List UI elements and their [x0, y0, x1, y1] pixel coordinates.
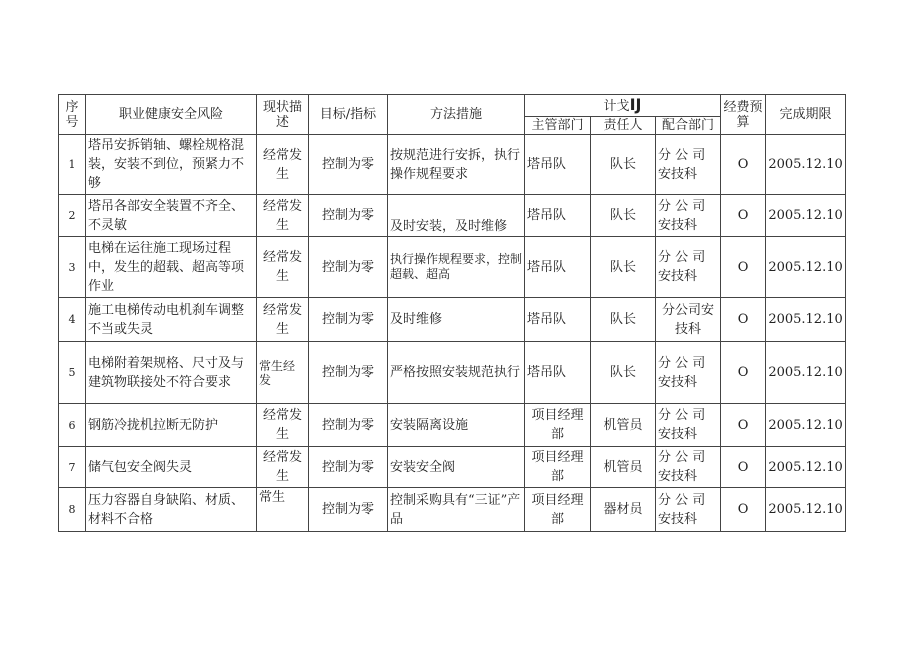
row-method: 按规范进行安拆，执行操作规程要求	[388, 135, 525, 195]
row-risk: 钢筋冷拢机拉断无防护	[86, 404, 257, 447]
row-status: 经常发生	[257, 447, 309, 488]
header-dept-coop: 配合部门	[656, 117, 721, 135]
row-target: 控制为零	[309, 298, 388, 342]
row-dept: 项目经理部	[525, 447, 591, 488]
header-budget: 经费预算	[721, 95, 766, 135]
row-person: 机管员	[591, 404, 656, 447]
row-no: 6	[59, 404, 86, 447]
table-row	[59, 404, 846, 447]
header-risk: 职业健康安全风险	[86, 95, 257, 135]
row-risk: 电梯附着架规格、尺寸及与建筑物联接处不符合要求	[86, 342, 257, 404]
header-status: 现状描述	[257, 95, 309, 135]
row-coop: 分 公 司安技科	[656, 342, 721, 404]
header-plan-prefix: 计戈	[603, 99, 630, 114]
row-dept: 塔吊队	[525, 195, 591, 237]
row-method: 严格按照安装规范执行	[388, 342, 525, 404]
row-method: 安装隔离设施	[388, 404, 525, 447]
table-row	[59, 195, 846, 237]
row-date: 2005.12.10	[766, 135, 846, 195]
row-no: 5	[59, 342, 86, 404]
row-date: 2005.12.10	[766, 488, 846, 532]
row-risk: 塔吊安拆销轴、螺栓规格混装，安装不到位，预紧力不够	[86, 135, 257, 195]
row-dept: 项目经理部	[525, 404, 591, 447]
header-person: 责任人	[591, 117, 656, 135]
row-budget: O	[721, 195, 766, 237]
row-target: 控制为零	[309, 342, 388, 404]
row-risk: 塔吊各部安全装置不齐全、不灵敏	[86, 195, 257, 237]
row-budget: O	[721, 237, 766, 298]
row-budget: O	[721, 298, 766, 342]
row-no: 4	[59, 298, 86, 342]
row-budget: O	[721, 404, 766, 447]
row-budget: O	[721, 488, 766, 532]
risk-plan-table	[58, 94, 846, 532]
row-status: 常生经发	[257, 342, 309, 404]
header-target: 目标/指标	[309, 95, 388, 135]
row-target: 控制为零	[309, 447, 388, 488]
row-dept: 塔吊队	[525, 298, 591, 342]
row-date: 2005.12.10	[766, 298, 846, 342]
row-coop: 分 公 司安技科	[656, 237, 721, 298]
row-status: 经常发生	[257, 237, 309, 298]
row-risk: 储气包安全阀失灵	[86, 447, 257, 488]
header-seq: 序号	[59, 95, 86, 135]
table-row	[59, 488, 846, 532]
table-row	[59, 135, 846, 195]
row-target: 控制为零	[309, 404, 388, 447]
row-target: 控制为零	[309, 135, 388, 195]
row-date: 2005.12.10	[766, 342, 846, 404]
row-status: 经常发生	[257, 298, 309, 342]
row-person: 队长	[591, 298, 656, 342]
row-coop: 分 公 司安技科	[656, 488, 721, 532]
table-row	[59, 237, 846, 298]
row-coop: 分 公 司安技科	[656, 195, 721, 237]
row-method: 控制采购具有“三证”产品	[388, 488, 525, 532]
header-dept-main: 主管部门	[525, 117, 591, 135]
row-risk: 电梯在运往施工现场过程中，发生的超载、超高等项作业	[86, 237, 257, 298]
row-method: 安装安全阀	[388, 447, 525, 488]
table-row	[59, 342, 846, 404]
row-status: 经常发生	[257, 135, 309, 195]
row-date: 2005.12.10	[766, 404, 846, 447]
row-person: 器材员	[591, 488, 656, 532]
table-row	[59, 447, 846, 488]
header-deadline: 完成期限	[766, 95, 846, 135]
row-method: 及时安装，及时维修	[388, 195, 525, 237]
row-coop: 分 公 司安技科	[656, 447, 721, 488]
row-dept: 项目经理部	[525, 488, 591, 532]
row-dept: 塔吊队	[525, 342, 591, 404]
row-no: 7	[59, 447, 86, 488]
row-target: 控制为零	[309, 488, 388, 532]
row-date: 2005.12.10	[766, 447, 846, 488]
row-status: 经常发生	[257, 195, 309, 237]
row-date: 2005.12.10	[766, 237, 846, 298]
row-target: 控制为零	[309, 195, 388, 237]
row-person: 机管员	[591, 447, 656, 488]
row-no: 8	[59, 488, 86, 532]
row-person: 队长	[591, 342, 656, 404]
header-plan	[525, 95, 721, 117]
row-coop: 分公司安技科	[656, 298, 721, 342]
row-dept: 塔吊队	[525, 237, 591, 298]
row-person: 队长	[591, 135, 656, 195]
row-method: 执行操作规程要求，控制超载、超高	[388, 237, 525, 298]
table-row	[59, 298, 846, 342]
row-person: 队长	[591, 237, 656, 298]
row-coop: 分 公 司安技科	[656, 404, 721, 447]
row-method: 及时维修	[388, 298, 525, 342]
row-dept: 塔吊队	[525, 135, 591, 195]
row-target: 控制为零	[309, 237, 388, 298]
row-person: 队长	[591, 195, 656, 237]
row-coop: 分 公 司安技科	[656, 135, 721, 195]
row-no: 2	[59, 195, 86, 237]
row-status: 常生	[257, 488, 309, 532]
row-status: 经常发生	[257, 404, 309, 447]
row-no: 3	[59, 237, 86, 298]
row-budget: O	[721, 342, 766, 404]
row-no: 1	[59, 135, 86, 195]
row-risk: 压力容器自身缺陷、材质、材料不合格	[86, 488, 257, 532]
row-date: 2005.12.10	[766, 195, 846, 237]
row-budget: O	[721, 447, 766, 488]
row-risk: 施工电梯传动电机刹车调整不当或失灵	[86, 298, 257, 342]
header-plan-suffix: IJ	[629, 95, 642, 114]
header-method: 方法措施	[388, 95, 525, 135]
row-budget: O	[721, 135, 766, 195]
